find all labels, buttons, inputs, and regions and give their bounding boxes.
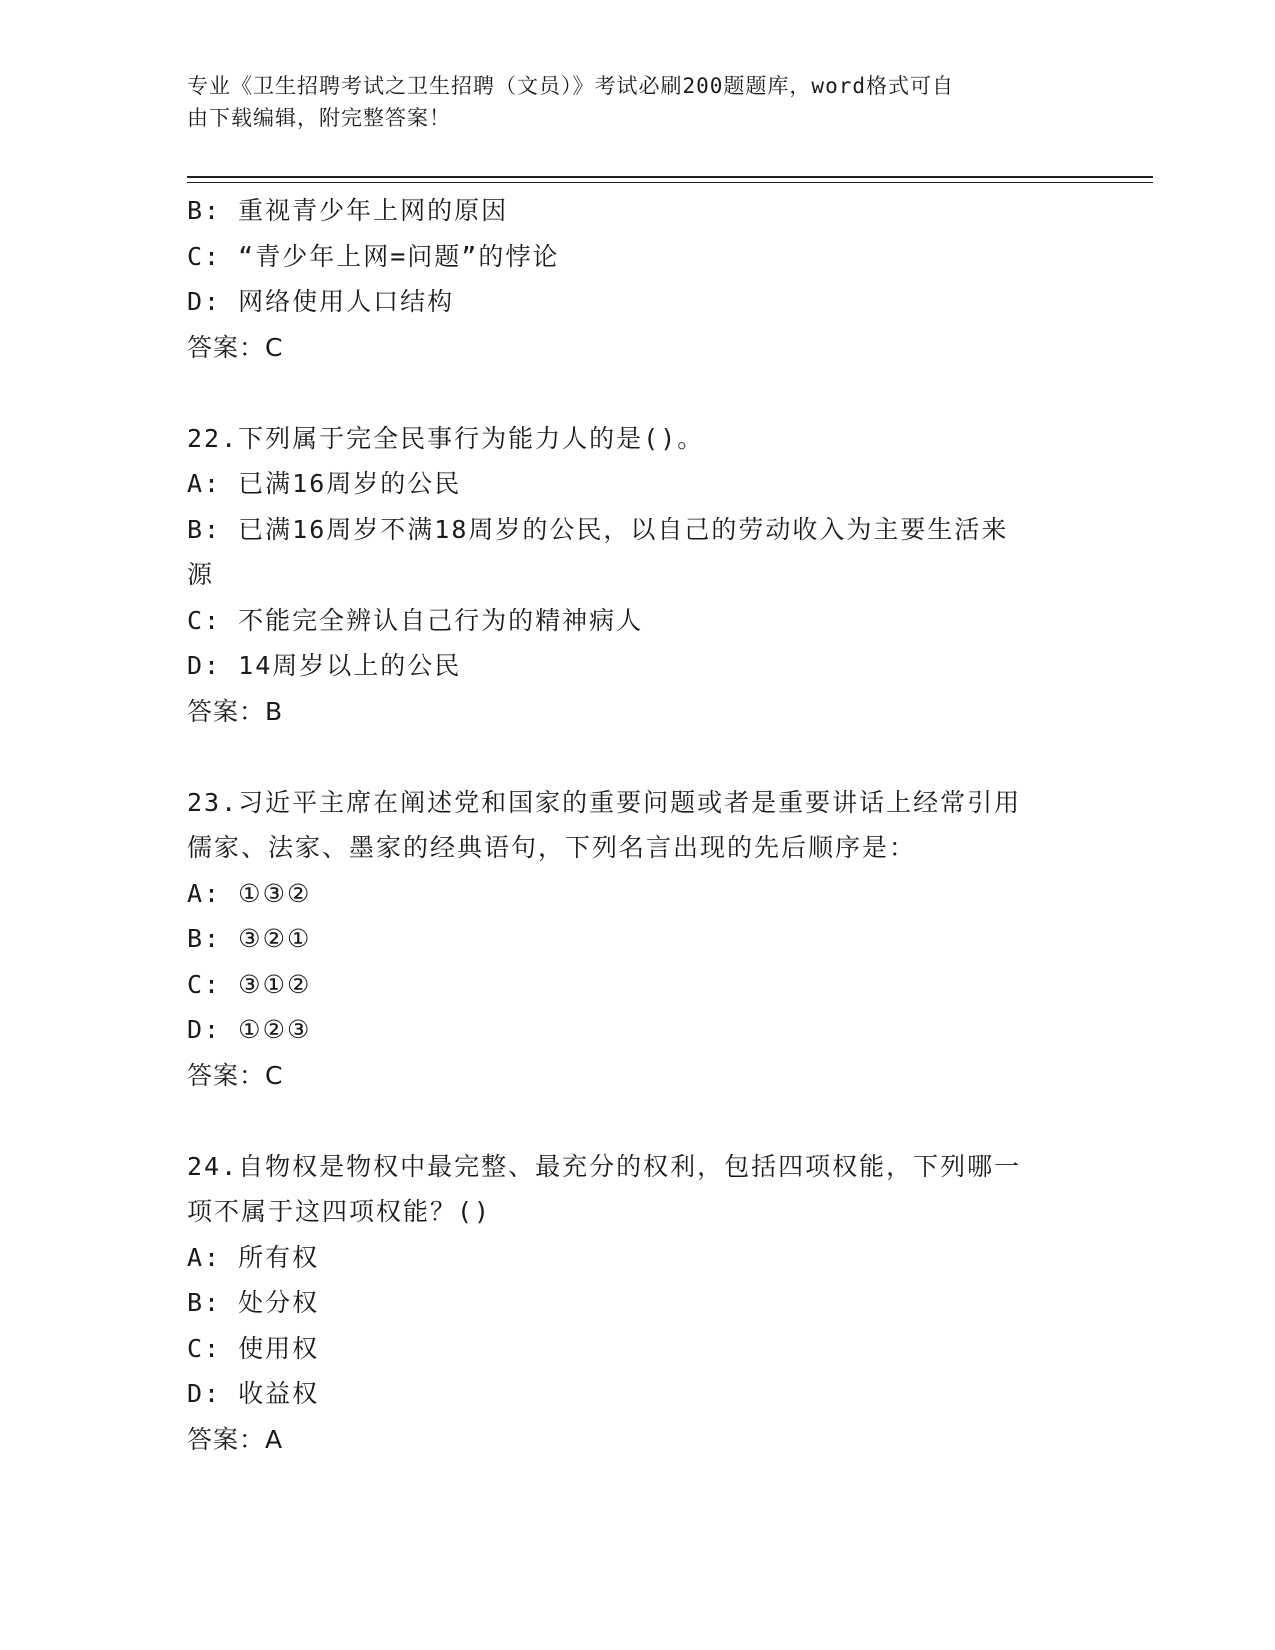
option-b: B: 重视青少年上网的原因 — [187, 196, 509, 225]
question-24 — [187, 1144, 1087, 1463]
question-stem: 24.自物权是物权中最完整、最充分的权利，包括四项权能，下列哪一 — [187, 1151, 1022, 1181]
option-b: B: 已满16周岁不满18周岁的公民，以自己的劳动收入为主要生活来 — [187, 514, 1009, 544]
option-b-continued: 源 — [187, 560, 215, 589]
header-line-2: 由下载编辑，附完整答案！ — [187, 106, 451, 130]
option-a: A: 所有权 — [187, 1242, 320, 1272]
question-21-tail — [187, 188, 1087, 370]
option-d: D: 14周岁以上的公民 — [187, 651, 462, 680]
option-b: B: ③②① — [187, 924, 312, 953]
header-rule-thin — [187, 182, 1153, 183]
question-23 — [187, 780, 1087, 1099]
answer: 答案：C — [187, 332, 284, 362]
option-c: C: 不能完全辨认自己行为的精神病人 — [187, 605, 644, 635]
option-c: C: “青少年上网=问题”的悖论 — [187, 241, 560, 271]
question-stem-continued: 儒家、法家、墨家的经典语句，下列名言出现的先后顺序是： — [187, 833, 917, 862]
option-c: C: ③①② — [187, 969, 312, 999]
question-content — [187, 188, 1087, 1462]
header-line-1: 专业《卫生招聘考试之卫生招聘（文员）》考试必刷200题题库，word格式可自 — [187, 74, 954, 98]
option-c: C: 使用权 — [187, 1333, 320, 1363]
header-rule-thick — [187, 176, 1153, 178]
question-22 — [187, 416, 1087, 735]
option-a: A: 已满16周岁的公民 — [187, 469, 462, 498]
answer: 答案：A — [187, 1424, 284, 1454]
option-a: A: ①③② — [187, 878, 312, 908]
question-stem: 22.下列属于完全民事行为能力人的是()。 — [187, 423, 705, 453]
question-stem-continued: 项不属于这四项权能？() — [187, 1197, 492, 1226]
answer: 答案：C — [187, 1060, 284, 1090]
option-d: D: 网络使用人口结构 — [187, 287, 455, 316]
option-d: D: 收益权 — [187, 1379, 320, 1408]
answer: 答案：B — [187, 696, 284, 726]
option-b: B: 处分权 — [187, 1288, 320, 1317]
option-d: D: ①②③ — [187, 1015, 312, 1044]
question-stem: 23.习近平主席在阐述党和国家的重要问题或者是重要讲话上经常引用 — [187, 787, 1022, 817]
document-header — [187, 70, 1067, 134]
